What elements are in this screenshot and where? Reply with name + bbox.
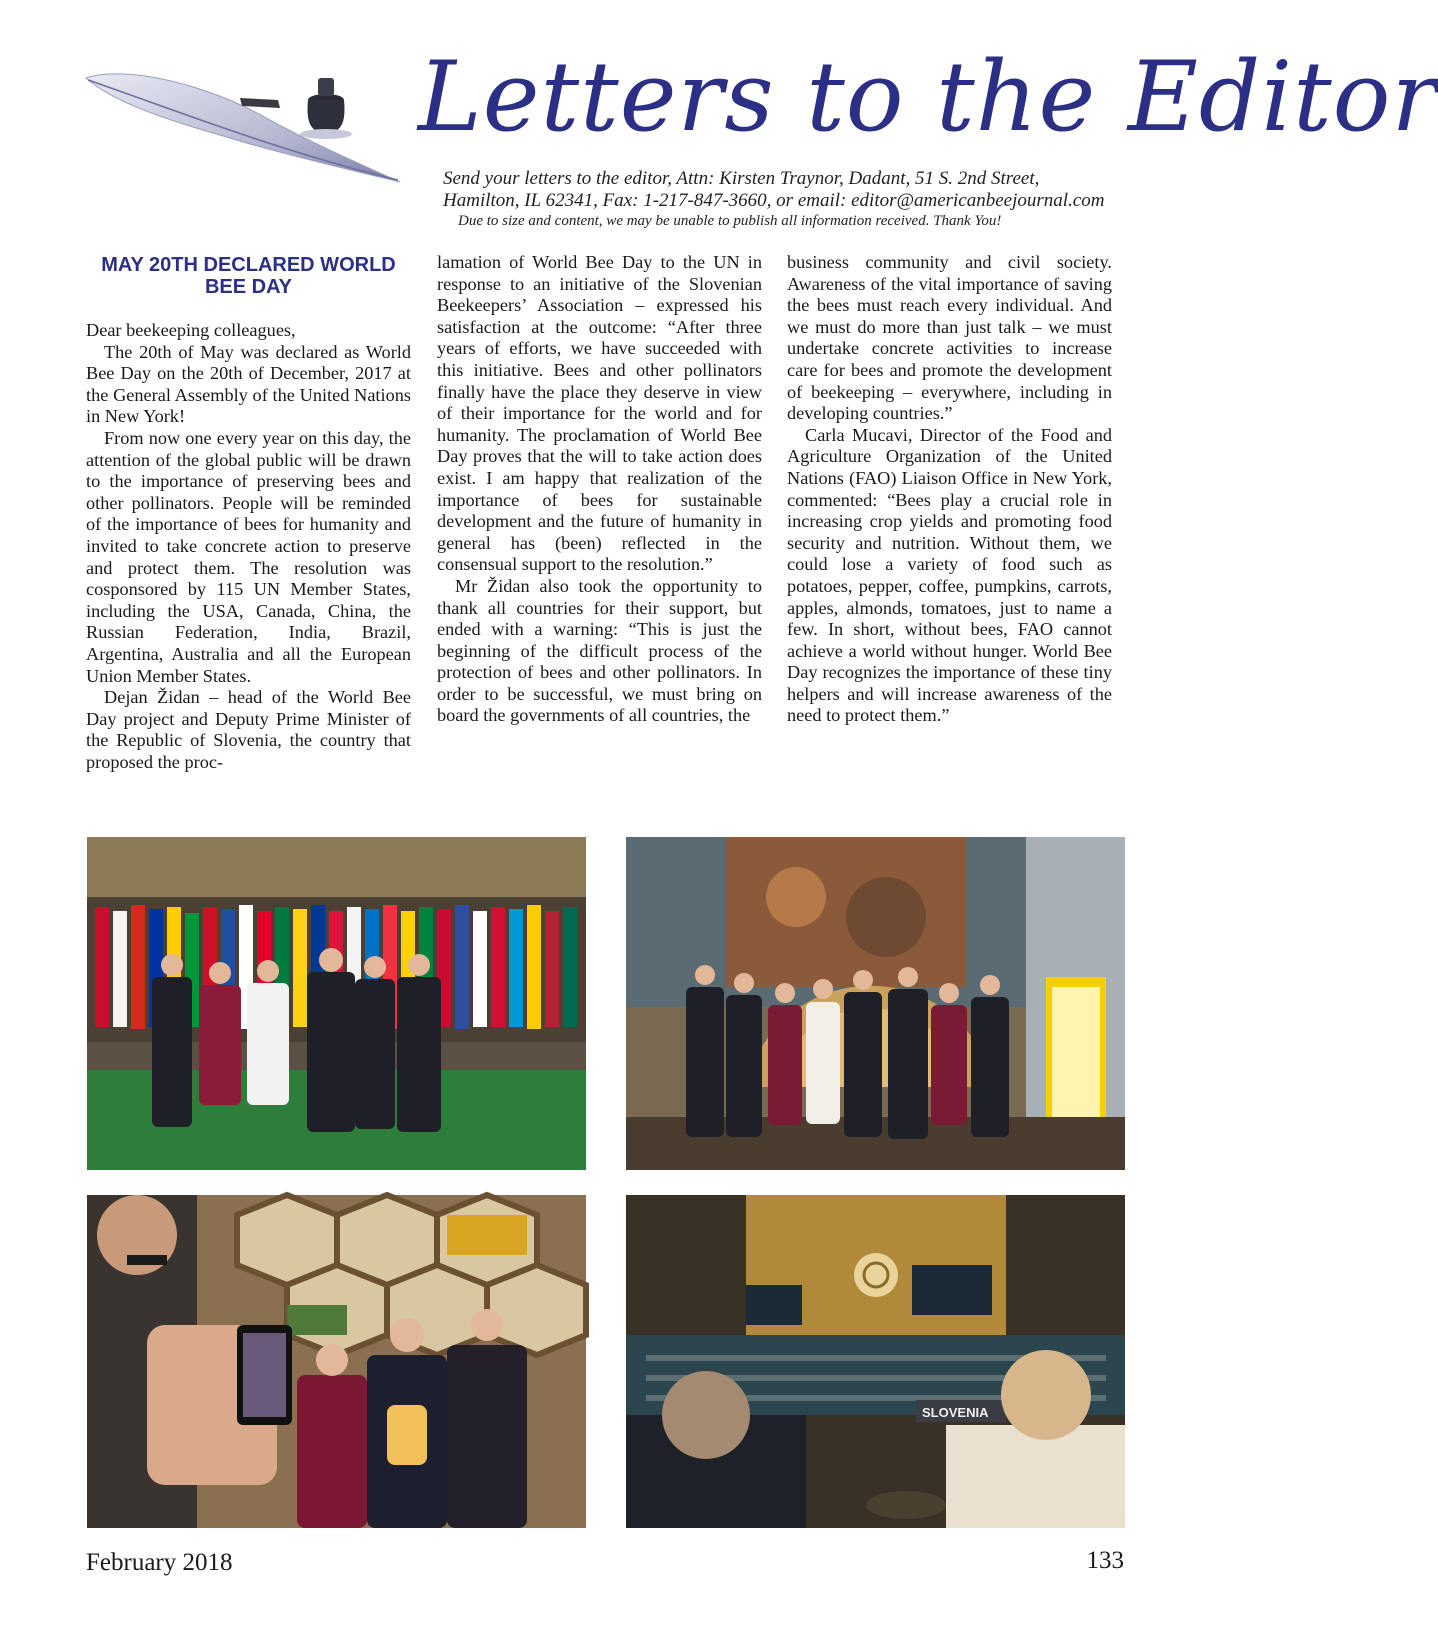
page-header [0,0,1438,240]
paragraph: From now one every year on this day, the attention of the global public will be drawn to the importance of preserving bees and other pollinators. People will be reminded of the importance of bees for humanity and invited to take concrete action to preserve and protect them. The resolution was cosponsored by 115 UN Member States, including the USA, Canada, China, the Russian Federation, India, Brazil, Argentina, Australia and all the European Union Member States. [86,427,411,686]
article-headline: MAY 20TH DECLARED WORLD BEE DAY [101,254,396,298]
masthead-title: Letters to the Editor [418,41,1438,153]
photo-un-general-assembly [626,1195,1125,1528]
paragraph: business community and civil society. Awareness of the vital importance of saving the bees must reach every individual. And we must do more than just talk – we must undertake concrete activities to increase care for bees and promote the development of beekeeping – everywhere, including in developing countries.” [787,252,1112,424]
slovenia-placard: SLOVENIA [922,1405,989,1420]
paragraph: Dejan Židan – head of the World Bee Day project and Deputy Prime Minister of the Republic of Slovenia, the country that proposed the proc- [86,687,411,772]
issue-date: February 2018 [86,1549,233,1576]
page-number: 133 [1086,1547,1124,1574]
photo-delegation-flags [87,837,586,1170]
photo-honeycomb-group-portrait [87,1195,586,1528]
disclaimer: Due to size and content, we may be unable to publish all information received. Thank You! [458,213,1002,229]
article-column-2 [437,252,762,727]
paragraph: The 20th of May was declared as World Bee Day on the 20th of December, 2017 at the General Assembly of the United Nations in New York! [86,341,411,427]
paragraph: Mr Židan also took the opportunity to thank all countries for their support, but ended with a warning: “This is just the beginning of the difficult process of the protection of bees and other pollinators. In order to be successful, we must bring on board the governments of all countries, the [437,575,762,726]
quill-and-inkwell-icon [80,60,420,190]
photo-delegation-hive-installation [626,837,1125,1170]
paragraph: lamation of World Bee Day to the UN in response to an initiative of the Slovenian Beekeepers’ Association – expressed his satisfaction at the outcome: “After three years of efforts, we have succeeded with this initiative. Bees and other pollinators finally have the place they deserve in view of their importance for the world and for humanity. The proclamation of World Bee Day proves that the will to take action does exist. I am happy that realization of the importance of bees for sustainable development and the future of humanity in general has (been) reflected in the consensual support to the resolution.” [437,252,762,575]
article-column-3 [787,252,1112,727]
salutation: Dear beekeeping colleagues, [86,320,296,340]
submission-info-line-2: Hamilton, IL 62341, Fax: 1-217-847-3660, or email: editor@americanbeejournal.com [443,190,1105,211]
submission-info-line-1: Send your letters to the editor, Attn: Kirsten Traynor, Dadant, 51 S. 2nd Street, [443,168,1040,189]
paragraph: Carla Mucavi, Director of the Food and Agriculture Organization of the United Nations (FAO) Liaison Office in New York, commented: “Bees play a crucial role in increasing crop yields and promoting food security and nutrition. Without them, we could lose a variety of food such as potatoes, pepper, coffee, pumpkins, carrots, apples, almonds, tomatoes, just to name a few. In short, without bees, FAO cannot achieve a world without hunger. World Bee Day recognizes the importance of these tiny helpers and will increase awareness of the need to protect them.” [787,424,1112,726]
article-column-1 [86,252,411,773]
